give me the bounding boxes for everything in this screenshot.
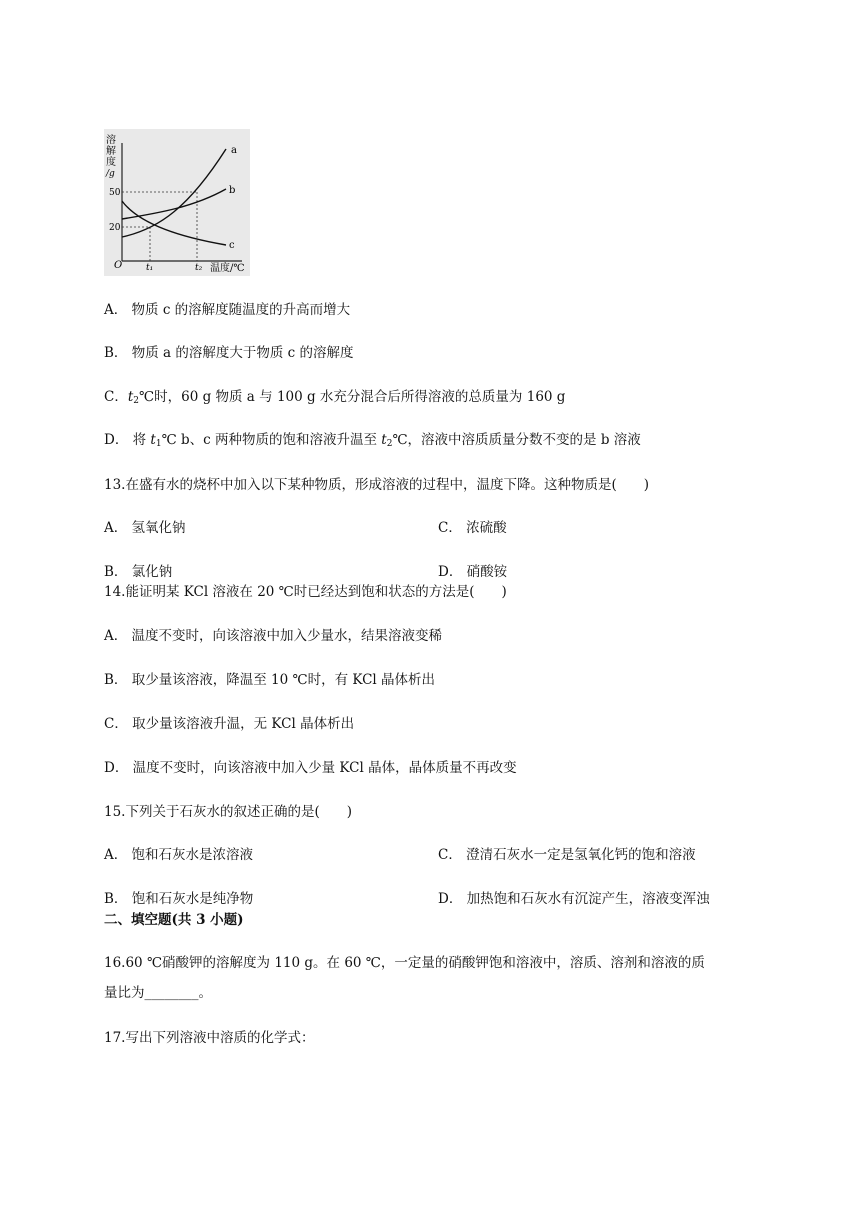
q13-stem: 13.在盛有水的烧杯中加入以下某种物质，形成溶液的过程中，温度下降。这种物质是( )	[104, 477, 650, 493]
y-tick-20: 20	[109, 223, 121, 233]
q12-option-c	[104, 388, 565, 410]
q12-option-a: A． 物质 c 的溶解度随温度的升高而增大	[104, 302, 351, 318]
q15-stem: 15.下列关于石灰水的叙述正确的是( )	[104, 804, 353, 820]
q12-d-mid: ℃ b、c 两种物质的饱和溶液升温至	[161, 432, 382, 448]
x-tick-t2: t₂	[195, 263, 203, 273]
q12-d-end: ℃，溶液中溶质质量分数不变的是 b 溶液	[392, 432, 641, 448]
origin-label: O	[114, 260, 123, 271]
q12-d-sub2: 2	[386, 439, 393, 449]
q12-option-d	[104, 431, 641, 453]
q12-c-prefix: C．	[104, 389, 128, 405]
q14-option-a: A． 温度不变时，向该溶液中加入少量水，结果溶液变稀	[104, 628, 443, 644]
q12-option-b: B． 物质 a 的溶解度大于物质 c 的溶解度	[104, 345, 354, 361]
y-tick-50: 50	[109, 188, 121, 198]
q12-d-sub1: 1	[155, 439, 162, 449]
y-label-char: 解	[106, 146, 116, 157]
q12-c-var: t	[127, 389, 134, 405]
q15-option-a: A． 饱和石灰水是浓溶液	[104, 847, 254, 863]
section-heading: 二、填空题(共 3 小题)	[104, 912, 244, 928]
y-label-char: 溶	[106, 135, 116, 146]
q15-option-b: B． 饱和石灰水是纯净物	[104, 891, 254, 907]
q15-option-d: D． 加热饱和石灰水有沉淀产生，溶液变浑浊	[438, 891, 710, 907]
q13-option-a: A． 氢氧化钠	[104, 520, 186, 536]
y-label-char: 度	[106, 157, 116, 168]
q12-c-sub: 2	[133, 396, 140, 406]
q14-option-b: B． 取少量该溶液，降温至 10 ℃时，有 KCl 晶体析出	[104, 672, 436, 688]
q12-d-var2: t	[381, 432, 387, 448]
q14-option-d: D． 温度不变时，向该溶液中加入少量 KCl 晶体，晶体质量不再改变	[104, 760, 517, 776]
curve-a	[122, 149, 226, 237]
x-axis-label: 温度/℃	[210, 263, 245, 274]
q12-d-prefix: D． 将	[104, 432, 151, 448]
q13-option-b: B． 氯化钠	[104, 564, 173, 580]
q16-line-1: 16.60 ℃硝酸钾的溶解度为 110 g。在 60 ℃，一定量的硝酸钾饱和溶液中，溶质、溶剂和溶液的质	[104, 955, 705, 971]
q14-stem: 14.能证明某 KCl 溶液在 20 ℃时已经达到饱和状态的方法是( )	[104, 584, 507, 600]
solubility-chart-svg	[104, 129, 250, 276]
solubility-chart-figure	[104, 129, 250, 276]
q13-option-d: D． 硝酸铵	[438, 564, 508, 580]
y-label-unit: /g	[106, 169, 115, 179]
q14-option-c: C． 取少量该溶液升温，无 KCl 晶体析出	[104, 716, 355, 732]
curve-c	[122, 201, 226, 245]
q13-option-c: C． 浓硫酸	[438, 520, 507, 536]
q12-d-var1: t	[150, 432, 156, 448]
q16-line-2: 量比为________。	[104, 985, 212, 1001]
curve-label-c: c	[229, 240, 235, 251]
curve-label-a: a	[231, 145, 237, 156]
curve-label-b: b	[229, 185, 236, 196]
x-tick-t1: t₁	[146, 263, 154, 273]
q15-option-c: C． 澄清石灰水一定是氢氧化钙的饱和溶液	[438, 847, 696, 863]
q12-c-text: ℃时，60 g 物质 a 与 100 g 水充分混合后所得溶液的总质量为 160 g	[139, 389, 566, 405]
curve-b	[122, 189, 226, 219]
q17-stem: 17.写出下列溶液中溶质的化学式：	[104, 1030, 315, 1046]
